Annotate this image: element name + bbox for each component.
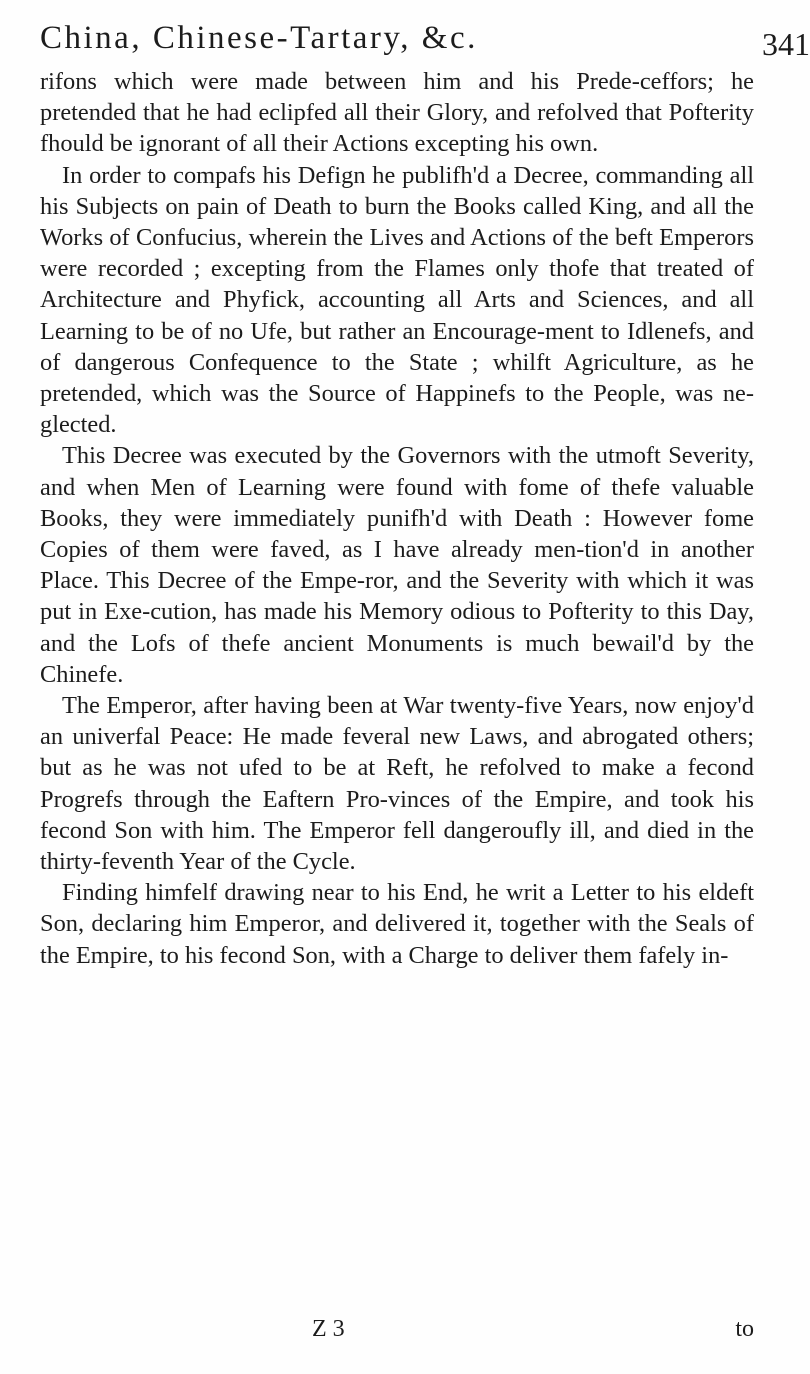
body-text — [40, 66, 754, 971]
paragraph-3: This Decree was executed by the Governors with the utmoft Severity, and when Men of Learning were found with fome of thefe valuable Books, they were immediately punifh'd with Death : However fome Copies of them were faved, as I have already men-tion'd in another Place. This Decree of the Empe-ror, and the Severity with which it was put in Exe-cution, has made his Memory odious to Pofterity to this Day, and the Lofs of thefe ancient Monuments is much bewail'd by the Chinefe. — [40, 442, 754, 688]
paragraph-2: In order to compafs his Defign he publifh'd a Decree, commanding all his Subjects on pain of Death to burn the Books called King, and all the Works of Confucius, wherein the Lives and Actions of the beft Emperors were recorded ; excepting from the Flames only thofe that treated of Architecture and Phyfick, accounting all Arts and Sciences, and all Learning to be of no Ufe, but rather an Encourage-ment to Idlenefs, and of dangerous Confequence to the State ; whilft Agriculture, as he pretended, which was the Source of Happinefs to the People, was ne-glected. — [40, 161, 754, 439]
signature-mark: Z 3 — [312, 1316, 345, 1342]
running-title: China, Chinese-Tartary, &c. — [40, 20, 478, 56]
paragraph-5: Finding himfelf drawing near to his End, he writ a Letter to his eldeft Son, declaring him Emperor, and delivered it, together with the Seals of the Empire, to his fecond Son, with a Charge to deliver them fafely in- — [40, 879, 754, 969]
catchword: to — [735, 1316, 754, 1342]
paragraph-4: The Emperor, after having been at War twenty-five Years, now enjoy'd an univerfal Peace: He made feveral new Laws, and abrogated others; but as he was not ufed to be at Reft, he refolved to make a fecond Progrefs through the Eaftern Pro-vinces of the Empire, and took his fecond Son with him. The Emperor fell dangeroufly ill, and died in the thirty-feventh Year of the Cycle. — [40, 692, 754, 876]
running-head — [40, 12, 810, 68]
paragraph-1: rifons which were made between him and his Prede-ceffors; he pretended that he had eclipfed all their Glory, and refolved that Pofterity fhould be ignorant of all their Actions excepting his own. — [40, 68, 754, 158]
page-number: 341 — [762, 26, 810, 62]
page-footer — [40, 1316, 754, 1350]
